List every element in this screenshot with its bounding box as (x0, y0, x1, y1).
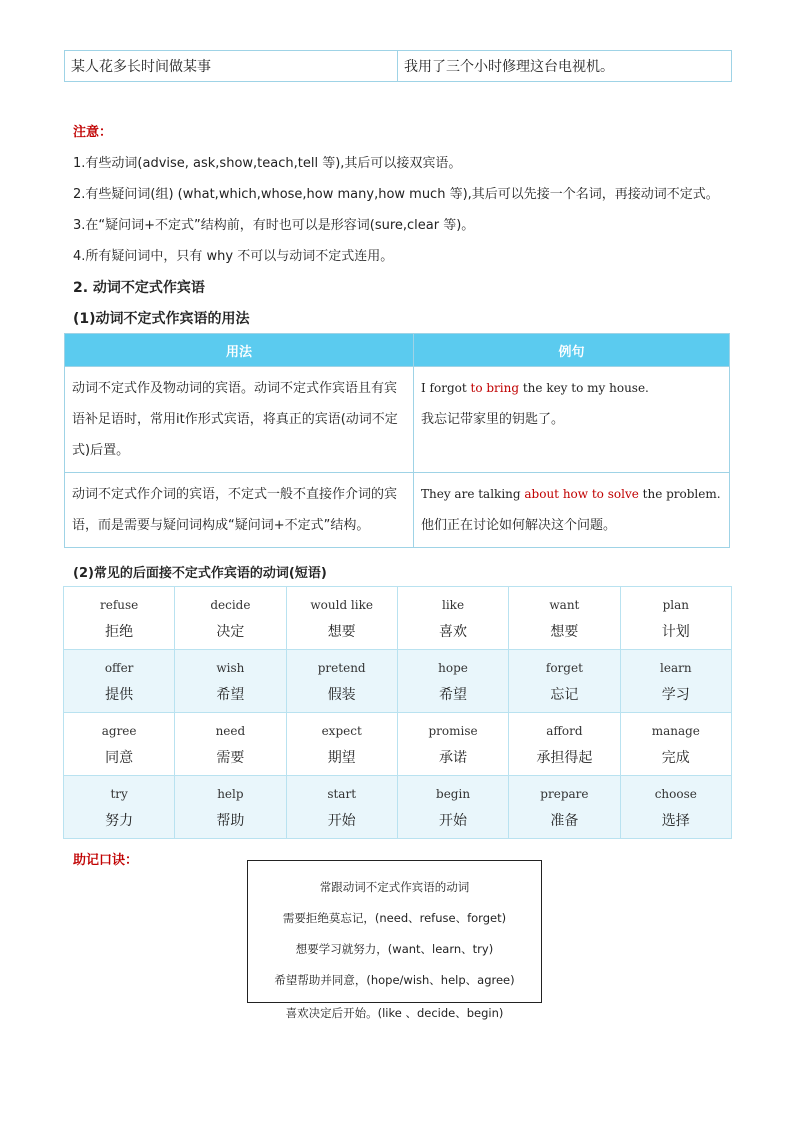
verb-english: decide (210, 597, 251, 612)
verb-cell (397, 713, 508, 776)
verb-english: offer (104, 660, 134, 675)
column-header: 用法 (65, 334, 414, 367)
verb-row (64, 650, 732, 713)
verb-cell (620, 587, 731, 650)
verb-chinese: 学习 (661, 686, 690, 703)
verb-chinese: 想要 (327, 623, 356, 640)
verb-cell (620, 650, 731, 713)
mnemonic-line: 想要学习就努力，(want、learn、try) (295, 942, 494, 956)
verb-chinese: 忘记 (550, 686, 579, 703)
verb-english: want (549, 597, 580, 612)
verb-english: wish (216, 660, 245, 675)
usage-table (64, 333, 730, 548)
top-table (64, 50, 732, 82)
verb-cell (175, 713, 286, 776)
verb-english: hope (438, 660, 468, 675)
verb-table (63, 586, 732, 839)
verb-chinese: 拒绝 (105, 623, 134, 640)
verb-english: learn (660, 660, 692, 675)
verb-chinese: 需要 (216, 749, 245, 766)
verb-cell (175, 650, 286, 713)
verb-english: afford (546, 723, 583, 738)
usage-cell: 动词不定式作介词的宾语，不定式一般不直接作介词的宾语，而是需要与疑问词构成“疑问词+不定式”结构。 (65, 473, 414, 548)
verb-cell (620, 713, 731, 776)
verb-english: forget (545, 660, 583, 675)
verb-cell (175, 776, 286, 839)
verb-cell (286, 587, 397, 650)
note-item: 1.有些动词(advise, ask,show,teach,tell 等),其后可以接双宾语。 (73, 156, 462, 171)
usage-cell: 动词不定式作及物动词的宾语。动词不定式作宾语且有宾语补足语时，常用it作形式宾语，将真正的宾语(动词不定式)后置。 (65, 367, 414, 473)
verb-english: try (110, 786, 128, 801)
verb-cell (286, 713, 397, 776)
mnemonic-line-after: 喜欢决定后开始。(like 、decide、begin) (285, 1006, 504, 1020)
verb-english: promise (428, 723, 478, 738)
verb-cell (286, 650, 397, 713)
verb-cell (397, 587, 508, 650)
note-item: 4.所有疑问词中，只有 why 不可以与动词不定式连用。 (73, 249, 394, 264)
verb-chinese: 准备 (550, 812, 579, 829)
verb-row (64, 587, 732, 650)
verb-chinese: 期望 (327, 749, 356, 766)
table-cell: 某人花多长时间做某事 (65, 51, 398, 82)
verb-chinese: 努力 (105, 812, 134, 829)
verb-chinese: 承担得起 (536, 749, 593, 766)
verb-row (64, 713, 732, 776)
highlight-text: to bring (470, 381, 520, 395)
verb-cell (175, 587, 286, 650)
verb-chinese: 喜欢 (439, 623, 468, 640)
verb-cell (397, 776, 508, 839)
verb-chinese: 开始 (327, 812, 356, 829)
verb-chinese: 开始 (439, 812, 468, 829)
verb-row (64, 776, 732, 839)
verb-cell (64, 713, 175, 776)
verb-chinese: 承诺 (439, 749, 468, 766)
verb-chinese: 希望 (439, 686, 468, 703)
verb-english: start (327, 786, 357, 801)
subsection-heading: (2)常见的后面接不定式作宾语的动词(短语) (73, 566, 327, 581)
example-en: I forgot to bring the key to my house. (421, 381, 649, 395)
example-cell (414, 367, 730, 473)
verb-english: would like (310, 597, 373, 612)
note-item: 3.在“疑问词+不定式”结构前，有时也可以是形容词(sure,clear 等)。 (73, 218, 475, 233)
mnemonic-line: 希望帮助并同意，(hope/wish、help、agree) (274, 973, 515, 987)
verb-cell (509, 713, 620, 776)
verb-cell (64, 776, 175, 839)
notes-title: 注意： (73, 125, 113, 140)
example-zh: 我忘记带家里的钥匙了。 (421, 412, 565, 427)
table-row (65, 473, 730, 548)
verb-cell (509, 776, 620, 839)
verb-english: like (442, 597, 465, 612)
verb-cell (286, 776, 397, 839)
mnemonic-line: 需要拒绝莫忘记，(need、refuse、forget) (282, 911, 507, 925)
verb-english: prepare (540, 786, 589, 801)
verb-cell (397, 650, 508, 713)
subsection-heading: (1)动词不定式作宾语的用法 (73, 311, 250, 327)
verb-cell (509, 650, 620, 713)
verb-english: plan (662, 597, 689, 612)
mnemonic-box (247, 860, 542, 1003)
verb-cell (620, 776, 731, 839)
example-en: They are talking about how to solve the problem. (421, 487, 721, 501)
verb-chinese: 帮助 (216, 812, 245, 829)
verb-english: refuse (99, 597, 139, 612)
table-row (65, 51, 732, 82)
verb-cell (64, 587, 175, 650)
example-zh: 他们正在讨论如何解决这个问题。 (421, 518, 617, 533)
table-cell: 我用了三个小时修理这台电视机。 (398, 51, 732, 82)
highlight-text: about how to solve (524, 487, 639, 501)
verb-cell (509, 587, 620, 650)
verb-chinese: 决定 (216, 623, 245, 640)
verb-english: pretend (317, 660, 366, 675)
verb-english: expect (321, 723, 362, 738)
table-header-row (65, 334, 730, 367)
section-heading: 2. 动词不定式作宾语 (73, 280, 205, 296)
verb-chinese: 假装 (327, 686, 356, 703)
verb-chinese: 提供 (105, 686, 134, 703)
verb-chinese: 完成 (661, 749, 690, 766)
table-row (65, 367, 730, 473)
verb-chinese: 想要 (550, 623, 579, 640)
verb-english: help (217, 786, 244, 801)
verb-chinese: 同意 (105, 749, 134, 766)
note-item: 2.有些疑问词(组) (what,which,whose,how many,how much 等),其后可以先接一个名词，再接动词不定式。 (73, 187, 719, 202)
mnemonic-line: 常跟动词不定式作宾语的动词 (319, 880, 470, 894)
mnemonic-title: 助记口诀： (73, 853, 139, 868)
verb-chinese: 计划 (661, 623, 690, 640)
verb-english: need (215, 723, 246, 738)
column-header: 例句 (414, 334, 730, 367)
verb-english: manage (651, 723, 700, 738)
verb-chinese: 选择 (661, 812, 690, 829)
verb-english: choose (654, 786, 697, 801)
verb-cell (64, 650, 175, 713)
example-cell (414, 473, 730, 548)
verb-english: agree (101, 723, 137, 738)
verb-english: begin (436, 786, 471, 801)
verb-chinese: 希望 (216, 686, 245, 703)
